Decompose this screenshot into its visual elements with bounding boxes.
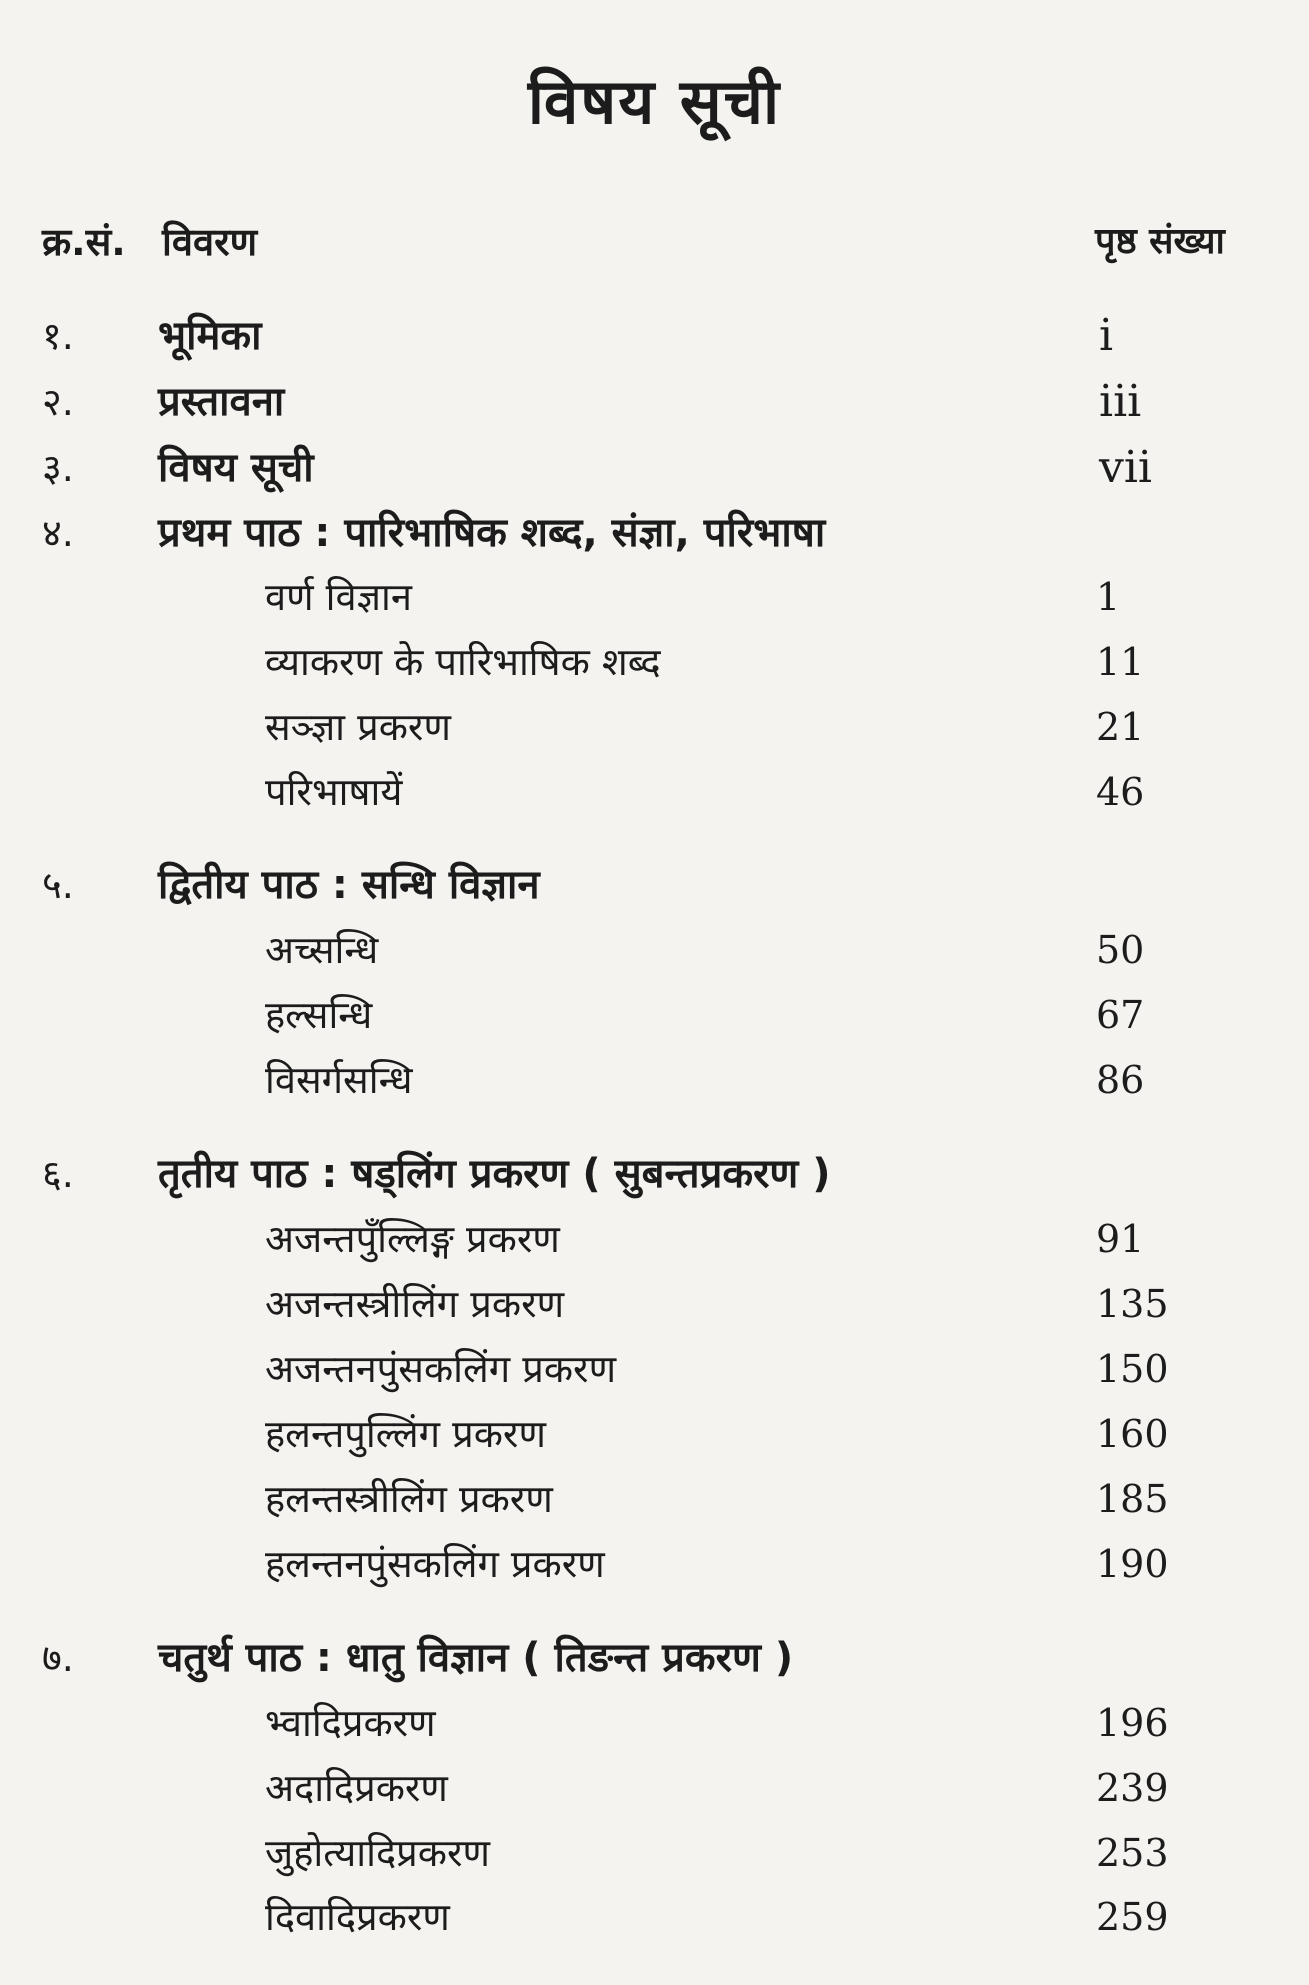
entry-label: हलन्तस्त्रीलिंग प्रकरण [265,1477,553,1521]
toc-subentry [0,632,1309,692]
entry-page: 91 [1096,1217,1145,1261]
toc-chapter [0,1628,1309,1688]
entry-page: vii [1099,442,1153,493]
page-number-header: पृष्ठ संख्या [1095,221,1225,262]
entry-label: भ्वादिप्रकरण [265,1701,436,1745]
entry-number: २. [42,380,74,424]
toc-header-row [0,212,1309,272]
entry-label: सञ्ज्ञा प्रकरण [265,705,451,749]
entry-label: हल्सन्धि [265,993,373,1037]
entry-page: 185 [1096,1477,1169,1521]
toc-entry [0,306,1309,366]
entry-label: वर्ण विज्ञान [265,575,412,619]
chapter-title: द्वितीय पाठ : सन्धि विज्ञान [158,862,540,908]
entry-page: 239 [1096,1766,1169,1810]
toc-subentry [0,1050,1309,1110]
toc-subentry [0,985,1309,1045]
toc-subentry [0,1758,1309,1818]
entry-page: 253 [1096,1831,1169,1875]
entry-label: प्रस्तावना [158,379,285,425]
entry-page: 196 [1096,1701,1169,1745]
entry-number: ६. [42,1152,74,1196]
toc-entry [0,372,1309,432]
entry-label: विषय सूची [158,445,314,491]
chapter-title: चतुर्थ पाठ : धातु विज्ञान ( तिङन्त प्रकरण ) [158,1635,794,1681]
entry-number: ३. [42,446,74,490]
entry-label: अदादिप्रकरण [265,1766,448,1810]
toc-subentry [0,1693,1309,1753]
entry-number: ५. [42,863,74,907]
entry-page: 46 [1096,770,1145,814]
entry-page: iii [1099,376,1142,427]
description-header: विवरण [162,220,258,264]
entry-page: 67 [1096,993,1145,1037]
toc-entry [0,438,1309,498]
entry-number: १. [42,314,74,358]
toc-subentry [0,920,1309,980]
entry-number: ४. [42,511,74,555]
entry-page: 50 [1096,928,1145,972]
entry-page: 11 [1096,640,1145,684]
toc-subentry [0,1823,1309,1883]
toc-subentry [0,762,1309,822]
toc-subentry [0,1339,1309,1399]
entry-label: हलन्तपुल्लिंग प्रकरण [265,1412,546,1456]
toc-subentry [0,697,1309,757]
entry-label: अजन्तनपुंसकलिंग प्रकरण [265,1347,617,1391]
entry-page: 150 [1096,1347,1169,1391]
entry-label: दिवादिप्रकरण [265,1895,450,1939]
entry-page: 1 [1096,575,1121,619]
entry-label: अजन्तपुँल्लिङ्ग प्रकरण [265,1217,560,1261]
toc-subentry [0,1404,1309,1464]
toc-chapter [0,503,1309,563]
toc-subentry [0,1469,1309,1529]
entry-label: अच्सन्धि [265,928,379,972]
toc-subentry [0,1274,1309,1334]
toc-chapter [0,1144,1309,1204]
serial-number-header: क्र.सं. [42,220,126,264]
page-title: विषय सूची [527,65,782,138]
toc-subentry [0,1887,1309,1947]
toc-chapter [0,855,1309,915]
toc-subentry [0,1209,1309,1269]
chapter-title: प्रथम पाठ : पारिभाषिक शब्द, संज्ञा, परिभाषा [158,510,826,556]
entry-label: परिभाषायें [265,770,403,814]
entry-page: 21 [1096,705,1145,749]
entry-label: भूमिका [158,313,262,359]
entry-page: 160 [1096,1412,1169,1456]
entry-page: 190 [1096,1542,1169,1586]
chapter-title: तृतीय पाठ : षड्लिंग प्रकरण ( सुबन्तप्रकरण ) [158,1151,831,1197]
entry-number: ७. [42,1636,74,1680]
entry-page: 259 [1096,1895,1169,1939]
toc-subentry [0,567,1309,627]
entry-page: 86 [1096,1058,1145,1102]
entry-page: i [1099,310,1114,361]
entry-label: अजन्तस्त्रीलिंग प्रकरण [265,1282,565,1326]
entry-label: हलन्तनपुंसकलिंग प्रकरण [265,1542,605,1586]
entry-label: व्याकरण के पारिभाषिक शब्द [265,640,661,684]
toc-subentry [0,1534,1309,1594]
entry-label: विसर्गसन्धि [265,1058,413,1102]
entry-label: जुहोत्यादिप्रकरण [265,1831,490,1875]
entry-page: 135 [1096,1282,1169,1326]
